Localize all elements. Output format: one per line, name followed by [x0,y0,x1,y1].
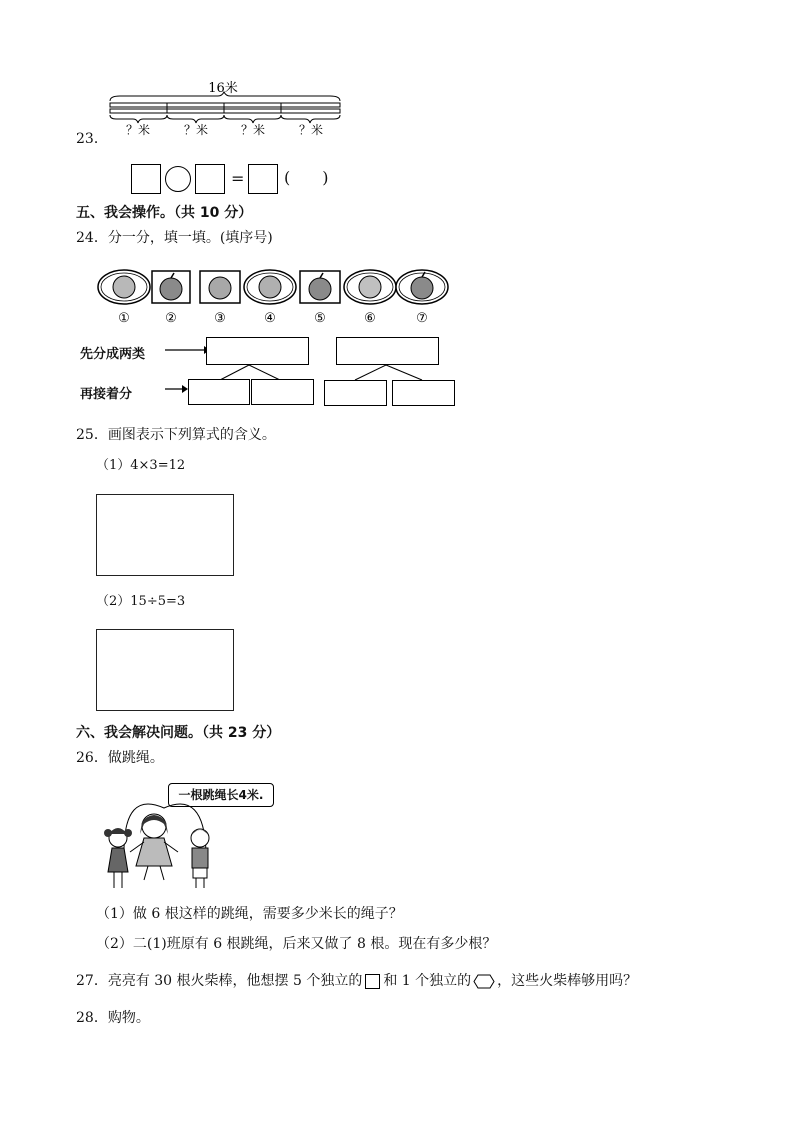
answer-box-b2[interactable] [392,380,455,406]
total-length-label: 16米 [208,81,238,96]
speech-bubble: 一根跳绳长4米. [168,783,274,807]
answer-box-a2[interactable] [251,379,314,405]
question-26-part-2: （2）二(1)班原有 6 根跳绳，后来又做了 8 根。现在有多少根？ [96,936,497,952]
question-25-part-1: （1）4×3=12 [96,458,186,473]
bottom-brace [110,115,167,123]
segment-diagram [100,76,350,138]
fruit-number: ⑤ [314,311,326,324]
segment-label: ？米 [240,123,266,137]
question-25-text: 25．画图表示下列算式的含义。 [76,427,276,443]
answer-box-category-a[interactable] [206,337,309,365]
fruit-number: ① [118,311,130,324]
question-27 [76,972,637,990]
fruit-row [96,264,456,324]
question-26-part-1: （1）做 6 根这样的跳绳，需要多少米长的绳子？ [96,906,403,922]
label-first-classify: 先分成两类 [80,347,146,362]
top-brace [110,92,340,101]
label-then-classify: 再接着分 [80,387,133,402]
section-6-title: 六、我会解决问题。（共 23 分） [76,725,281,741]
drawing-box-1[interactable] [96,494,234,576]
bar-bottom [110,109,340,113]
fruit-3-orange-box [200,271,240,303]
fruit-number: ② [165,311,177,324]
equals-sign: = [231,169,245,188]
hexagon-icon [473,974,495,989]
question-25-part-2: （2）15÷5=3 [96,594,186,609]
fruit-number: ⑦ [416,311,428,324]
fruit-5-apple-box [300,271,340,303]
answer-box-category-b[interactable] [336,337,439,365]
fruit-number: ③ [214,311,226,324]
answer-box-a1[interactable] [188,379,250,405]
segment-label: ？米 [298,123,324,137]
fruit-7-apple-plate [396,270,448,304]
fruit-6-orange-plate [344,270,396,304]
segment-label: ？米 [125,123,151,137]
square-icon [365,974,380,989]
fruit-number: ④ [264,311,276,324]
answer-box-1[interactable] [131,164,161,194]
fruit-1-orange-plate [98,270,150,304]
fruit-number: ⑥ [364,311,376,324]
question-27-text-c: ，这些火柴棒够用吗？ [497,973,638,989]
question-27-text-b: 和 1 个独立的 [383,973,472,989]
answer-box-3[interactable] [248,164,278,194]
answer-box-b1[interactable] [324,380,387,406]
segment-label: ？米 [183,123,209,137]
bottom-brace [167,115,224,123]
unit-blank[interactable]: ( ) [284,168,329,187]
question-24-text: 24．分一分，填一填。(填序号) [76,230,273,246]
section-5-title: 五、我会操作。（共 10 分） [76,205,253,221]
operator-circle[interactable] [165,166,191,192]
branch-line [249,365,280,380]
bar-top [110,103,340,107]
answer-box-2[interactable] [195,164,225,194]
fruit-2-apple-box [152,271,190,303]
children-jump-rope-illustration [96,800,226,895]
bottom-brace [281,115,340,123]
question-26-text: 26．做跳绳。 [76,750,164,766]
fruit-4-orange-plate [244,270,296,304]
drawing-box-2[interactable] [96,629,234,711]
question-23-number: 23． [76,131,108,147]
branch-line [355,365,386,380]
bottom-brace [224,115,281,123]
branch-line [220,365,249,380]
question-28-text: 28．购物。 [76,1010,150,1026]
branch-line [386,365,422,380]
question-27-text-a: 27．亮亮有 30 根火柴棒，他想摆 5 个独立的 [76,973,363,989]
